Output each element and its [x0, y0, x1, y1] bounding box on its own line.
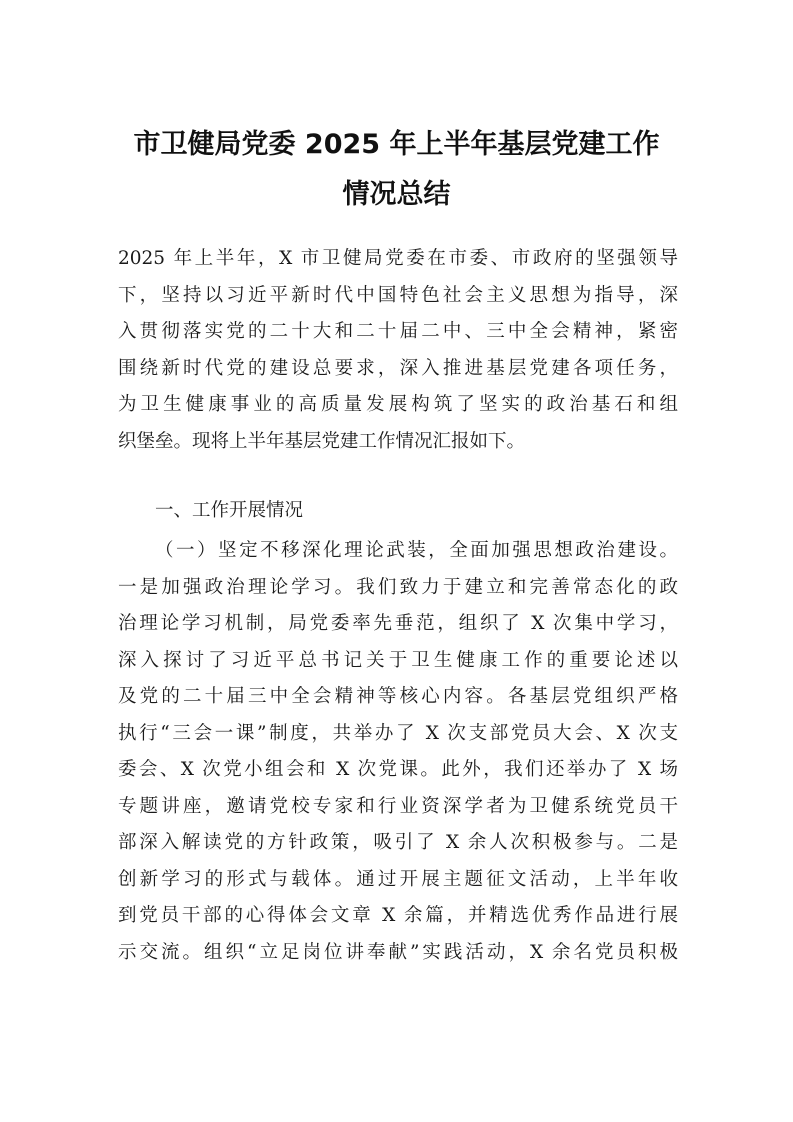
body-line: 及党的二十届三中全会精神等核心内容。各基层党组织严格	[118, 686, 678, 707]
body-line: 创新学习的形式与载体。通过开展主题征文活动，上半年收	[118, 868, 678, 890]
section-heading: 一、工作开展情况	[155, 500, 304, 521]
body-line: 一是加强政治理论学习。我们致力于建立和完善常态化的政	[118, 576, 678, 598]
body-line: 深入探讨了习近平总书记关于卫生健康工作的重要论述以	[118, 649, 678, 671]
intro-line: 围绕新时代党的建设总要求，深入推进基层党建各项任务，	[118, 357, 678, 379]
document-title-line-2: 情况总结	[342, 179, 451, 210]
body-line: 示交流。组织“立足岗位讲奉献”实践活动，X 余名党员积极	[118, 941, 678, 963]
body-line: 治理论学习机制，局党委率先垂范，组织了 X 次集中学习，	[118, 613, 678, 634]
document-title-line-1: 市卫健局党委 2025 年上半年基层党建工作	[133, 129, 660, 160]
intro-line: 2025 年上半年，X 市卫健局党委在市委、市政府的坚强领导	[118, 248, 678, 269]
body-line: 到党员干部的心得体会文章 X 余篇，并精选优秀作品进行展	[118, 905, 678, 926]
intro-line: 为卫生健康事业的高质量发展构筑了坚实的政治基石和组	[118, 394, 678, 415]
body-line: 执行“三会一课”制度，共举办了 X 次支部党员大会、X 次支	[118, 722, 678, 744]
body-line: 部深入解读党的方针政策，吸引了 X 余人次积极参与。二是	[118, 832, 678, 853]
intro-line: 织堡垒。现将上半年基层党建工作情况汇报如下。	[118, 430, 526, 452]
intro-line: 下，坚持以习近平新时代中国特色社会主义思想为指导，深	[118, 284, 678, 306]
subsection-heading: （一）坚定不移深化理论武装，全面加强思想政治建设。	[155, 540, 678, 561]
body-line: 委会、X 次党小组会和 X 次党课。此外，我们还举办了 X 场	[118, 759, 678, 780]
body-line: 专题讲座，邀请党校专家和行业资深学者为卫健系统党员干	[118, 795, 678, 817]
intro-line: 入贯彻落实党的二十大和二十届二中、三中全会精神，紧密	[118, 321, 678, 342]
